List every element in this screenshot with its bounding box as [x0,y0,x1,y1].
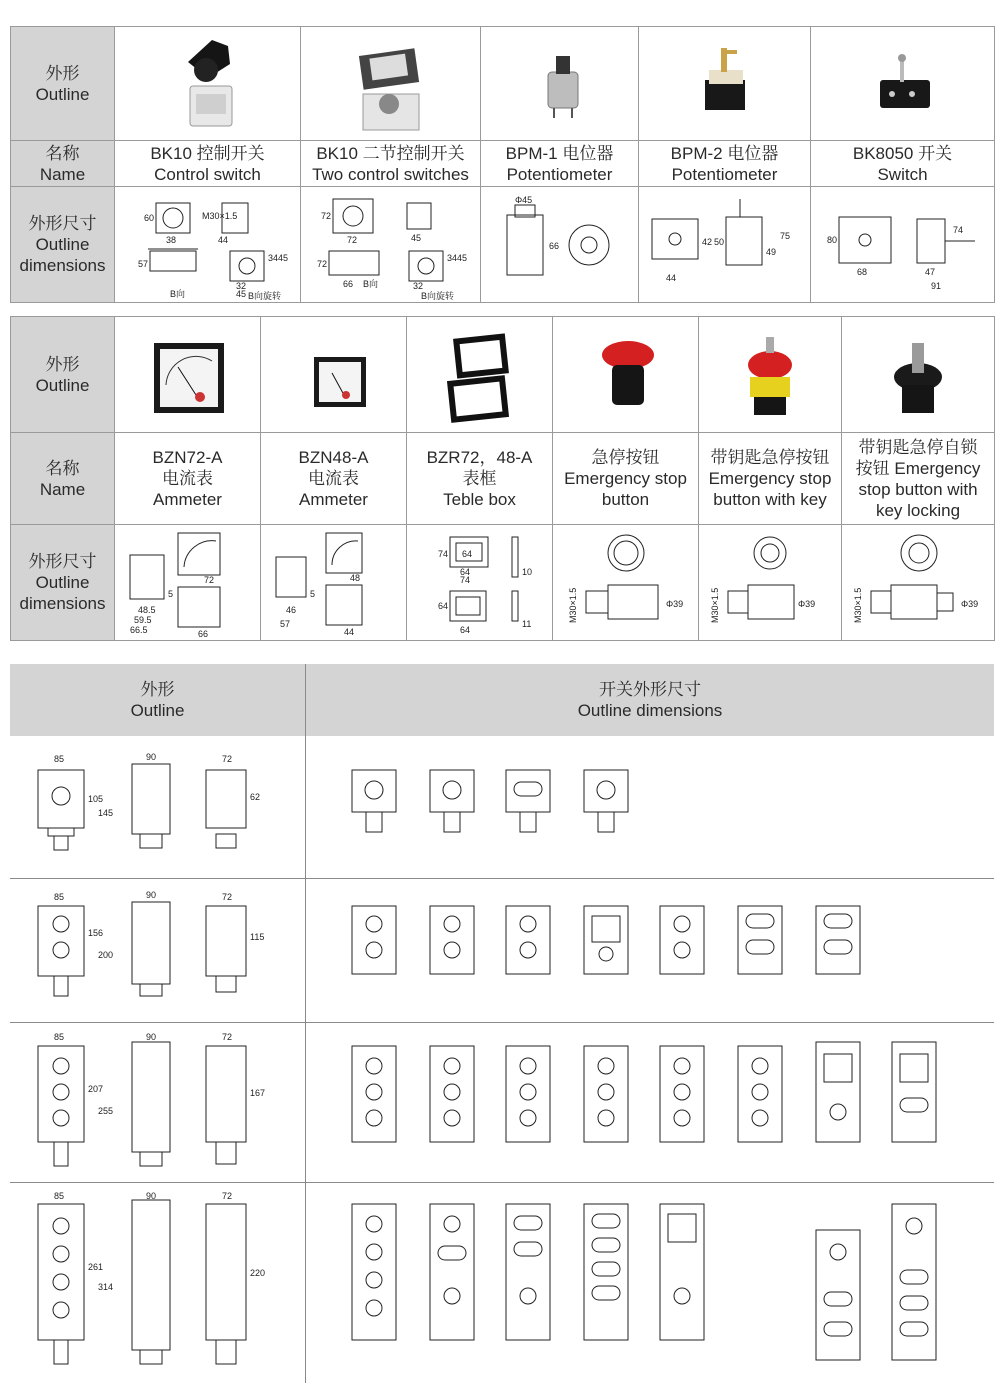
svg-text:75: 75 [779,230,790,241]
header-outline: 外形 Outline [11,27,115,141]
photo-emergency-stop-button-key-locking [842,317,995,433]
photo-bk8050-switch [811,27,995,141]
svg-text:66: 66 [342,278,353,289]
drawing-bzn72-ammeter [115,525,261,641]
svg-text:200: 200 [98,950,114,960]
svg-text:59.5: 59.5 [133,614,152,625]
svg-text:74: 74 [952,224,963,235]
photo-bpm1-potentiometer [481,27,639,141]
photo-bk10-two-control-switches [301,27,481,141]
svg-text:M30×1.5: M30×1.5 [201,210,237,221]
svg-text:64: 64 [459,624,470,635]
row-divider [10,878,994,879]
svg-text:B向旋转: B向旋转 [247,290,281,301]
drawing-bzr-table-box [407,525,553,641]
svg-text:46: 46 [285,604,296,615]
svg-text:145: 145 [98,808,114,818]
svg-text:85: 85 [54,1191,65,1201]
product-name: 急停按钮 Emergency stop button [553,433,699,525]
svg-text:M30×1.5: M30×1.5 [853,587,863,623]
svg-text:38: 38 [165,234,176,245]
svg-text:48: 48 [349,572,360,583]
drawing-bk8050-switch [811,187,995,303]
svg-text:45: 45 [277,252,288,263]
product-name: BZR72，48-A 表框 Teble box [407,433,553,525]
row-divider [10,1022,994,1023]
header-outline: 外形 Outline [10,664,305,736]
svg-text:167: 167 [250,1088,266,1098]
drawing-bpm2-potentiometer [639,187,811,303]
svg-text:34: 34 [267,252,278,263]
svg-text:64: 64 [459,566,470,577]
enclosure-row-3 [10,1032,994,1182]
svg-text:74: 74 [437,548,448,559]
svg-text:45: 45 [235,288,246,299]
svg-text:72: 72 [320,210,331,221]
header-name: 名称 Name [11,433,115,525]
product-name: BPM-2 电位器 Potentiometer [639,141,811,187]
photo-bzr-table-box [407,317,553,433]
header-dimensions: 外形尺寸 Outline dimensions [11,187,115,303]
svg-text:90: 90 [146,1191,157,1201]
product-name: BK8050 开关 Switch [811,141,995,187]
svg-text:10: 10 [521,566,532,577]
svg-text:91: 91 [930,280,941,291]
svg-text:68: 68 [856,266,867,277]
svg-text:72: 72 [222,1032,233,1042]
svg-text:72: 72 [316,258,327,269]
svg-text:B向旋转: B向旋转 [420,290,454,301]
svg-text:220: 220 [250,1268,266,1278]
svg-text:90: 90 [146,1032,157,1042]
svg-text:32: 32 [235,280,246,291]
svg-text:207: 207 [88,1084,104,1094]
enclosure-row-2 [10,888,994,1022]
svg-text:Φ45: Φ45 [514,194,532,205]
photo-bpm2-potentiometer [639,27,811,141]
drawing-emergency-stop-button [553,525,699,641]
svg-text:85: 85 [54,754,65,764]
svg-text:47: 47 [924,266,935,277]
svg-text:62: 62 [250,792,261,802]
svg-text:72: 72 [346,234,357,245]
product-name: BZN48-A 电流表 Ammeter [261,433,407,525]
photo-bk10-control-switch [115,27,301,141]
svg-text:Φ39: Φ39 [665,598,683,609]
svg-text:60: 60 [143,212,154,223]
product-name: BK10 控制开关 Control switch [115,141,301,187]
product-name: BPM-1 电位器 Potentiometer [481,141,639,187]
svg-text:5: 5 [309,588,315,599]
drawing-bk10-two-control-switches [301,187,481,303]
svg-text:49: 49 [765,246,776,257]
header-outline-dimensions: 开关外形尺寸 Outline dimensions [306,664,994,736]
svg-text:57: 57 [279,618,290,629]
svg-text:74: 74 [459,574,470,585]
svg-text:72: 72 [222,1191,233,1201]
svg-text:44: 44 [665,272,676,283]
drawing-emergency-stop-button-key-locking [842,525,995,641]
drawing-bpm1-potentiometer [481,187,639,303]
svg-text:B向: B向 [362,278,378,289]
photo-bzn72-ammeter [115,317,261,433]
svg-text:72: 72 [203,574,214,585]
svg-text:66: 66 [548,240,559,251]
svg-text:Φ39: Φ39 [798,598,816,609]
svg-text:Φ39: Φ39 [961,598,979,609]
svg-text:42: 42 [701,236,712,247]
product-name: 带钥匙急停按钮 Emergency stop button with key [699,433,842,525]
product-name: BZN72-A 电流表 Ammeter [115,433,261,525]
photo-bzn48-ammeter [261,317,407,433]
product-name: 带钥匙急停自锁 按钮 Emergency stop button with key locking [842,433,995,525]
svg-text:48.5: 48.5 [137,604,156,615]
svg-text:72: 72 [222,754,233,764]
svg-text:B向: B向 [169,288,185,299]
enclosure-table [10,664,994,1383]
svg-text:80: 80 [826,234,837,245]
header-outline: 外形 Outline [11,317,115,433]
svg-text:32: 32 [412,280,423,291]
svg-text:11: 11 [521,618,531,629]
svg-text:255: 255 [98,1106,114,1116]
svg-text:66: 66 [197,628,208,639]
svg-text:5: 5 [167,588,173,599]
svg-text:72: 72 [222,892,233,902]
svg-text:34: 34 [446,252,457,263]
svg-text:64: 64 [437,600,448,611]
header-dimensions: 外形尺寸 Outline dimensions [11,525,115,641]
svg-text:156: 156 [88,928,104,938]
svg-text:90: 90 [146,890,157,900]
svg-text:M30×1.5: M30×1.5 [567,587,578,623]
header-name: 名称 Name [11,141,115,187]
drawing-bzn48-ammeter [261,525,407,641]
svg-text:45: 45 [410,232,421,243]
svg-text:105: 105 [88,794,104,804]
svg-text:314: 314 [98,1282,114,1292]
svg-text:44: 44 [217,234,228,245]
enclosure-row-1 [10,750,994,878]
svg-text:85: 85 [54,892,65,902]
enclosure-row-4 [10,1190,994,1380]
svg-text:66.5: 66.5 [129,624,148,635]
svg-text:90: 90 [146,752,157,762]
svg-text:45: 45 [456,252,467,263]
product-table-2 [10,316,995,641]
svg-text:57: 57 [137,258,148,269]
product-table-1 [10,26,995,303]
svg-text:50: 50 [713,236,724,247]
product-name: BK10 二节控制开关 Two control switches [301,141,481,187]
svg-text:261: 261 [88,1262,104,1272]
svg-text:85: 85 [54,1032,65,1042]
svg-text:44: 44 [343,626,354,637]
svg-text:M30×1.5: M30×1.5 [710,587,720,623]
svg-text:64: 64 [461,548,472,559]
svg-text:115: 115 [250,932,265,942]
drawing-emergency-stop-button-with-key [699,525,842,641]
drawing-bk10-control-switch [115,187,301,303]
photo-emergency-stop-button [553,317,699,433]
row-divider [10,1182,994,1183]
photo-emergency-stop-button-with-key [699,317,842,433]
